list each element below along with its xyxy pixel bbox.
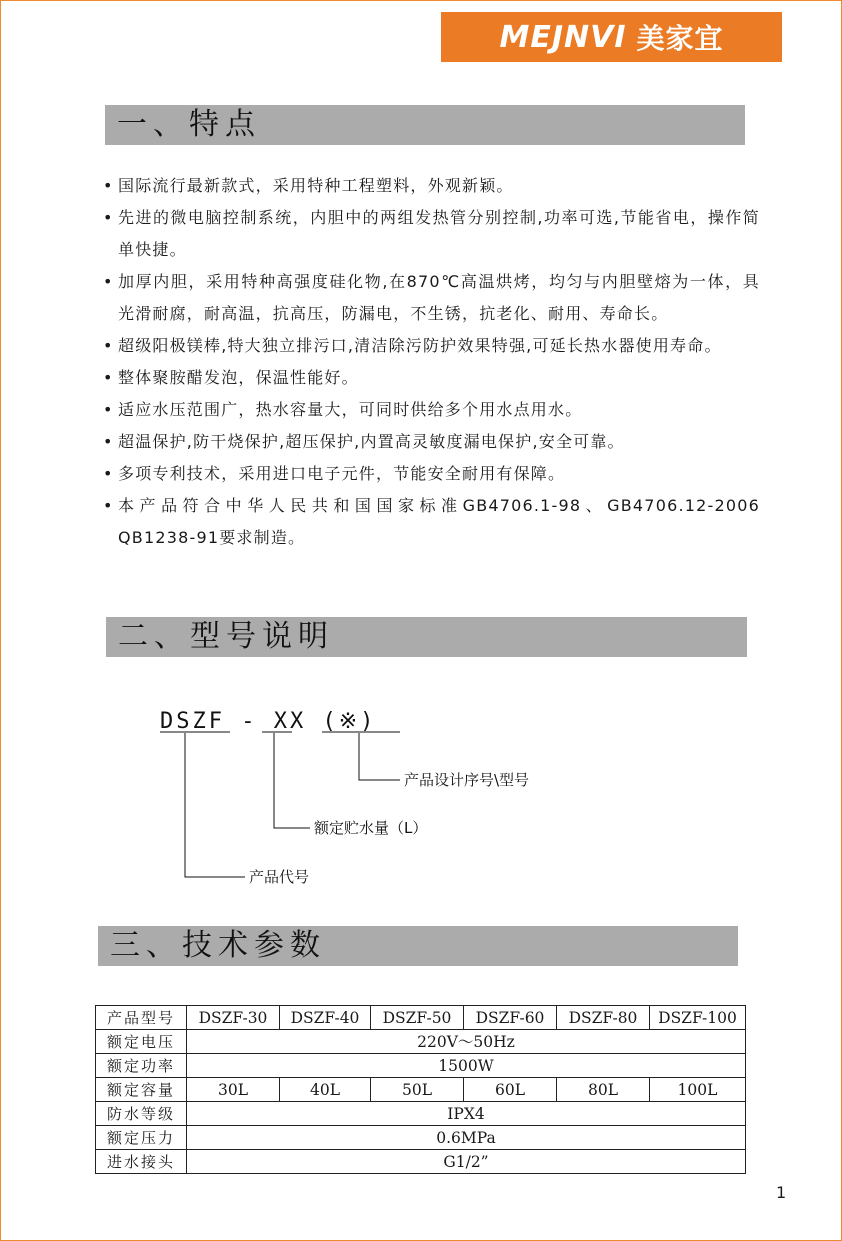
model-cell: DSZF-80 [557,1006,650,1030]
row-label-voltage: 额定电压 [96,1030,187,1054]
page-number: 1 [776,1183,787,1202]
table-row [96,1006,746,1030]
capacity-cell: 50L [371,1078,464,1102]
section-title-features: 一、特点 [105,105,745,145]
row-label-capacity: 额定容量 [96,1078,187,1102]
label-product: 产品代号 [249,868,310,886]
label-capacity: 额定贮水量（L） [314,819,428,837]
section-title-specs: 三、技术参数 [98,926,738,966]
model-cell: DSZF-60 [464,1006,557,1030]
row-label-model: 产品型号 [96,1006,187,1030]
leader-design [359,733,400,780]
model-code: DSZF - XX (※) [160,709,377,734]
table-row [96,1078,746,1102]
model-cell: DSZF-50 [371,1006,464,1030]
table-row [96,1030,746,1054]
table-row [96,1102,746,1126]
feature-item: • 适应水压范围广，热水容量大，可同时供给多个用水点用水。 [100,394,760,426]
model-cell: DSZF-30 [187,1006,280,1030]
features-list [100,170,760,554]
leader-product [185,733,245,877]
row-label-waterproof: 防水等级 [96,1102,187,1126]
table-row [96,1126,746,1150]
capacity-cell: 30L [187,1078,280,1102]
spec-table [95,1005,746,1174]
feature-item: • 超级阳极镁棒,特大独立排污口,清洁除污防护效果特强,可延长热水器使用寿命。 [100,330,760,362]
row-label-pressure: 额定压力 [96,1126,187,1150]
capacity-cell: 40L [280,1078,371,1102]
feature-item: • 本产品符合中华人民共和国国家标准GB4706.1-98、GB4706.12-2006 QB1238-91要求制造。 [100,490,760,554]
table-row [96,1150,746,1174]
capacity-cell: 80L [557,1078,650,1102]
feature-item: • 先进的微电脑控制系统，内胆中的两组发热管分别控制,功率可选,节能省电，操作简单快捷。 [100,202,760,266]
feature-item: • 多项专利技术，采用进口电子元件，节能安全耐用有保障。 [100,458,760,490]
brand-logo [441,12,782,62]
feature-item: • 整体聚胺醋发泡，保温性能好。 [100,362,760,394]
feature-item: • 加厚内胆，采用特种高强度硅化物,在870℃高温烘烤，均匀与内胆壁熔为一体，具光滑耐腐，耐高温，抗高压，防漏电，不生锈，抗老化、耐用、寿命长。 [100,266,760,330]
power-value: 1500W [187,1054,746,1078]
brand-name-en: MEJNVI [499,19,627,55]
voltage-value: 220V～50Hz [187,1030,746,1054]
model-diagram [150,695,570,895]
model-cell: DSZF-100 [650,1006,746,1030]
inlet-value: G1/2” [187,1150,746,1174]
section-title-model: 二、型号说明 [106,617,747,657]
feature-item: • 国际流行最新款式，采用特种工程塑料，外观新颖。 [100,170,760,202]
brand-name-cn: 美家宜 [636,22,724,55]
capacity-cell: 60L [464,1078,557,1102]
model-cell: DSZF-40 [280,1006,371,1030]
row-label-inlet: 进水接头 [96,1150,187,1174]
feature-item: • 超温保护,防干烧保护,超压保护,内置高灵敏度漏电保护,安全可靠。 [100,426,760,458]
capacity-cell: 100L [650,1078,746,1102]
waterproof-value: IPX4 [187,1102,746,1126]
row-label-power: 额定功率 [96,1054,187,1078]
pressure-value: 0.6MPa [187,1126,746,1150]
table-row [96,1054,746,1078]
label-design: 产品设计序号\型号 [404,771,530,789]
leader-capacity [274,733,310,828]
